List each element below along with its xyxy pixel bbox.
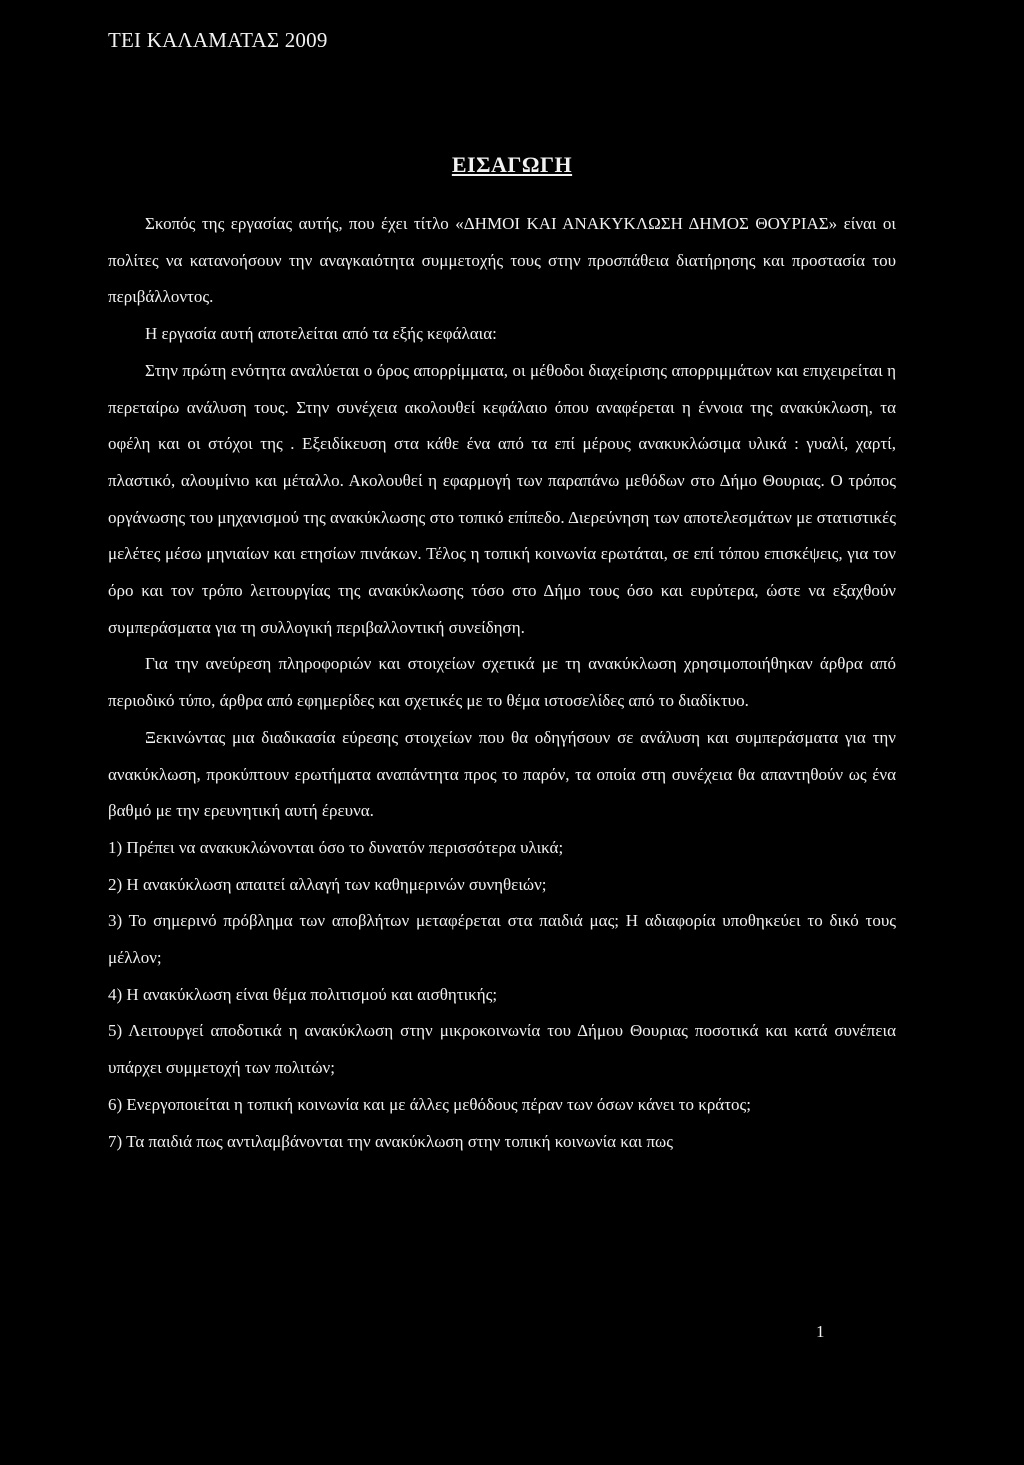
page-number: 1 xyxy=(816,1322,825,1341)
paragraph-chapters-intro: Η εργασία αυτή αποτελείται από τα εξής κεφάλαια: xyxy=(145,324,497,344)
question-item: 5) Λειτουργεί αποδοτικά η ανακύκλωση στην μικροκοινωνία του Δήμου Θουριας ποσοτικά και κατά συνέπεια υπάρχει συμμετοχή των πολιτών; xyxy=(108,1021,896,1078)
paragraph-questions-intro: Ξεκινώντας μια διαδικασία εύρεσης στοιχείων που θα οδηγήσουν σε ανάλυση και συμπεράσματα για την ανακύκλωση, προκύπτουν ερωτήματα αναπάντητα προς το παρόν, τα οποία στη συνέχεια θα απαντηθούν ως ένα βαθμό με την ερευνητική αυτή έρευνα. xyxy=(108,727,896,821)
paragraph-chapters-summary: Στην πρώτη ενότητα αναλύεται ο όρος απορρίμματα, οι μέθοδοι διαχείρισης απορριμμάτων και επιχειρείται η περεταίρω ανάλυση τους. Στην συνέχεια ακολουθεί κεφάλαιο όπου αναφέρεται η έννοια της ανακύκλωση, τα οφέλη και οι στόχοι της . Εξειδίκευση στα κάθε ένα από τα επί μέρους ανακυκλώσιμα υλικά : γυαλί, χαρτί, πλαστικό, αλουμίνιο και μέταλλο. Ακολουθεί η εφαρμογή των παραπάνω μεθόδων στο Δήμο Θουριας. Ο τρόπος οργάνωσης του μηχανισμού της ανακύκλωσης στο τοπικό επίπεδο. Διερεύνηση των αποτελεσμάτων με στατιστικές μελέτες μέσω μηνιαίων και ετησίων πινάκων. Τέλος η τοπική κοινωνία ερωτάται, σε επί τόπου επισκέψεις, για τον όρο και τον τρόπο λειτουργίας της ανακύκλωσης τόσο στο Δήμο τους όσο και ευρύτερα, ώστε να εξαχθούν συμπεράσματα για τη συλλογική περιβαλλοντική συνείδηση. xyxy=(108,360,896,637)
question-item: 7) Τα παιδιά πως αντιλαμβάνονται την ανακύκλωση στην τοπική κοινωνία και πως xyxy=(108,1131,673,1151)
page-header: ΤΕΙ ΚΑΛΑΜΑΤΑΣ 2009 xyxy=(108,28,328,52)
question-item: 4) Η ανακύκλωση είναι θέμα πολιτισμού και αισθητικής; xyxy=(108,984,498,1004)
question-item: 2) Η ανακύκλωση απαιτεί αλλαγή των καθημερινών συνηθειών; xyxy=(108,874,547,894)
question-item: 1) Πρέπει να ανακυκλώνονται όσο το δυνατόν περισσότερα υλικά; xyxy=(108,837,564,857)
question-item: 3) Το σημερινό πρόβλημα των αποβλήτων μεταφέρεται στα παιδιά μας; Η αδιαφορία υποθηκεύει το δικό τους μέλλον; xyxy=(108,911,896,968)
paragraph-purpose: Σκοπός της εργασίας αυτής, που έχει τίτλο «ΔΗΜΟΙ ΚΑΙ ΑΝΑΚΥΚΛΩΣΗ ΔΗΜΟΣ ΘΟΥΡΙΑΣ» είναι οι πολίτες να κατανοήσουν την αναγκαιότητα συμμετοχής τους στην προσπάθεια διατήρησης και προστασία του περιβάλλοντος. xyxy=(108,214,896,307)
page-title: ΕΙΣΑΓΩΓΗ xyxy=(451,152,573,177)
question-item: 6) Ενεργοποιείται η τοπική κοινωνία και με άλλες μεθόδους πέραν των όσων κάνει το κράτος; xyxy=(108,1094,752,1114)
paragraph-sources: Για την ανεύρεση πληροφοριών και στοιχείων σχετικά με τη ανακύκλωση χρησιμοποιήθηκαν άρθρα από περιοδικό τύπο, άρθρα από εφημερίδες και σχετικές με το θέμα ιστοσελίδες από το διαδίκτυο. xyxy=(108,654,896,711)
document-body xyxy=(108,206,896,1160)
